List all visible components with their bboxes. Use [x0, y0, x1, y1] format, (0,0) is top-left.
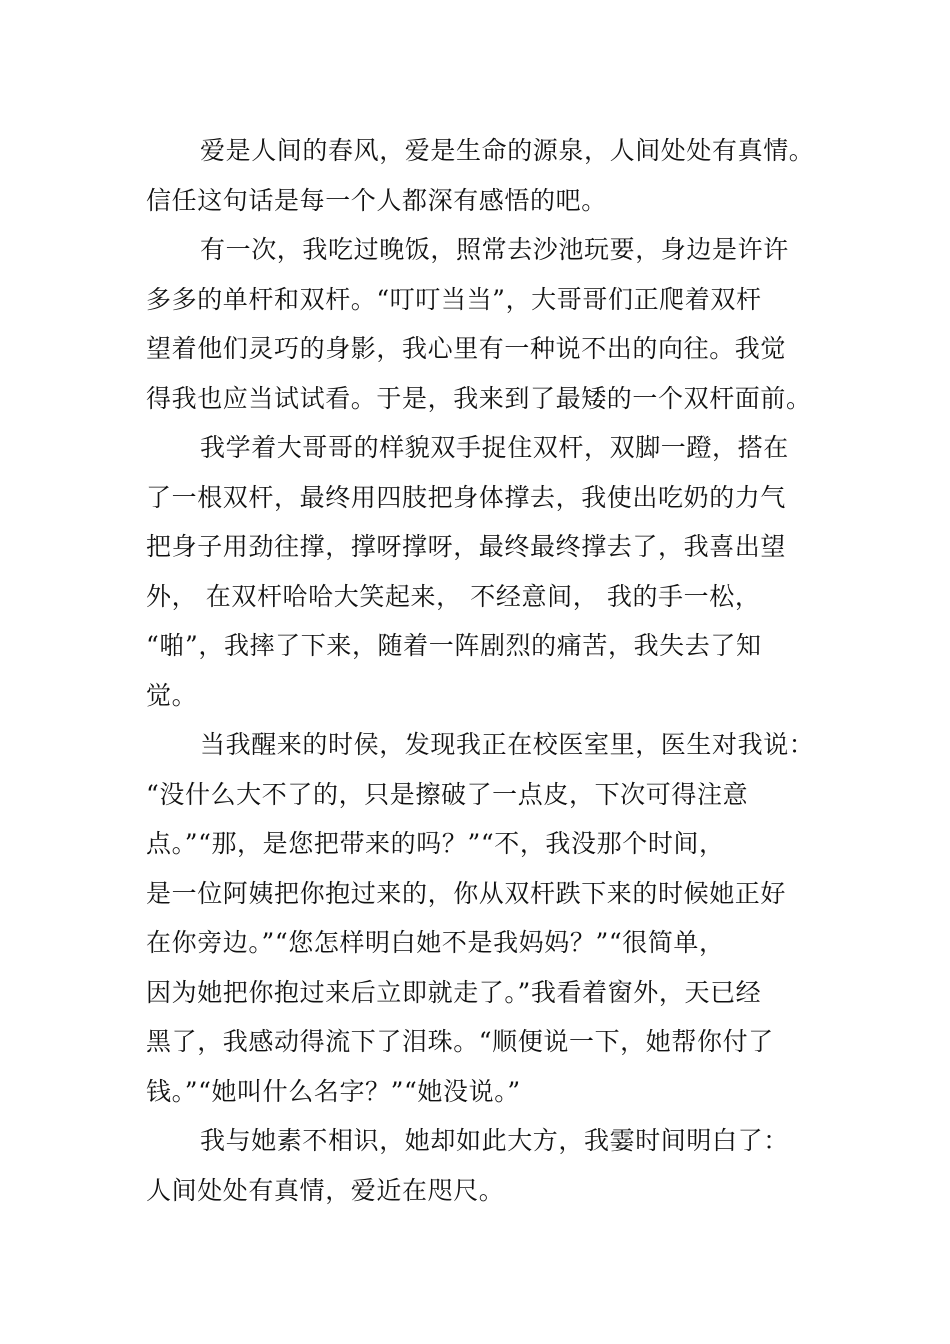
text-line: 了一根双杆，最终用四肢把身体撑去，我使出吃奶的力气: [146, 482, 787, 512]
text-line: 外， 在双杆哈哈大笑起来， 不经意间， 我的手一松，: [146, 581, 761, 611]
text-line: 信任这句话是每一个人都深有感悟的吧。: [146, 185, 607, 215]
text-line: 多多的单杆和双杆。“叮叮当当”，大哥哥们正爬着双杆: [146, 284, 762, 314]
text-line: “没什么大不了的，只是擦破了一点皮，下次可得注意: [146, 779, 749, 809]
text-line: 爱是人间的春风，爱是生命的源泉，人间处处有真情。: [200, 136, 815, 165]
text-line: 人间处处有真情，爱近在咫尺。: [146, 1175, 505, 1205]
text-line: 点。”“那，是您把带来的吗？”“不，我没那个时间，: [146, 829, 725, 858]
text-line: 在你旁边。”“您怎样明白她不是我妈妈？”“很简单，: [146, 928, 725, 957]
text-line: 有一次，我吃过晚饭，照常去沙池玩要，身边是许许: [200, 235, 789, 264]
essay-body: [146, 126, 826, 1215]
text-line: 我与她素不相识，她却如此大方，我霎时间明白了：: [200, 1126, 789, 1155]
text-line: 觉。: [146, 680, 198, 710]
text-line: 黑了，我感动得流下了泪珠。“顺便说一下，她帮你付了: [146, 1027, 774, 1056]
text-line: 钱。”“她叫什么名字？”“她没说。”: [146, 1076, 521, 1106]
text-line: 因为她把你抱过来后立即就走了。”我看着窗外，天已经: [146, 977, 762, 1007]
text-line: 得我也应当试试看。于是，我来到了最矮的一个双杆面前。: [146, 383, 812, 413]
text-line: “啪”，我摔了下来，随着一阵剧烈的痛苦，我失去了知: [146, 631, 762, 660]
text-line: 望着他们灵巧的身影，我心里有一种说不出的向往。我觉: [146, 334, 787, 363]
text-line: 是一位阿姨把你抱过来的，你从双杆跌下来的时候她正好: [146, 878, 787, 908]
text-line: 把身子用劲往撑，撑呀撑呀，最终最终撑去了，我喜出望: [146, 532, 787, 561]
text-line: 我学着大哥哥的样貌双手捉住双杆，双脚一蹬，搭在: [200, 433, 789, 462]
text-line: 当我醒来的时侯，发现我正在校医室里，医生对我说：: [200, 730, 815, 759]
